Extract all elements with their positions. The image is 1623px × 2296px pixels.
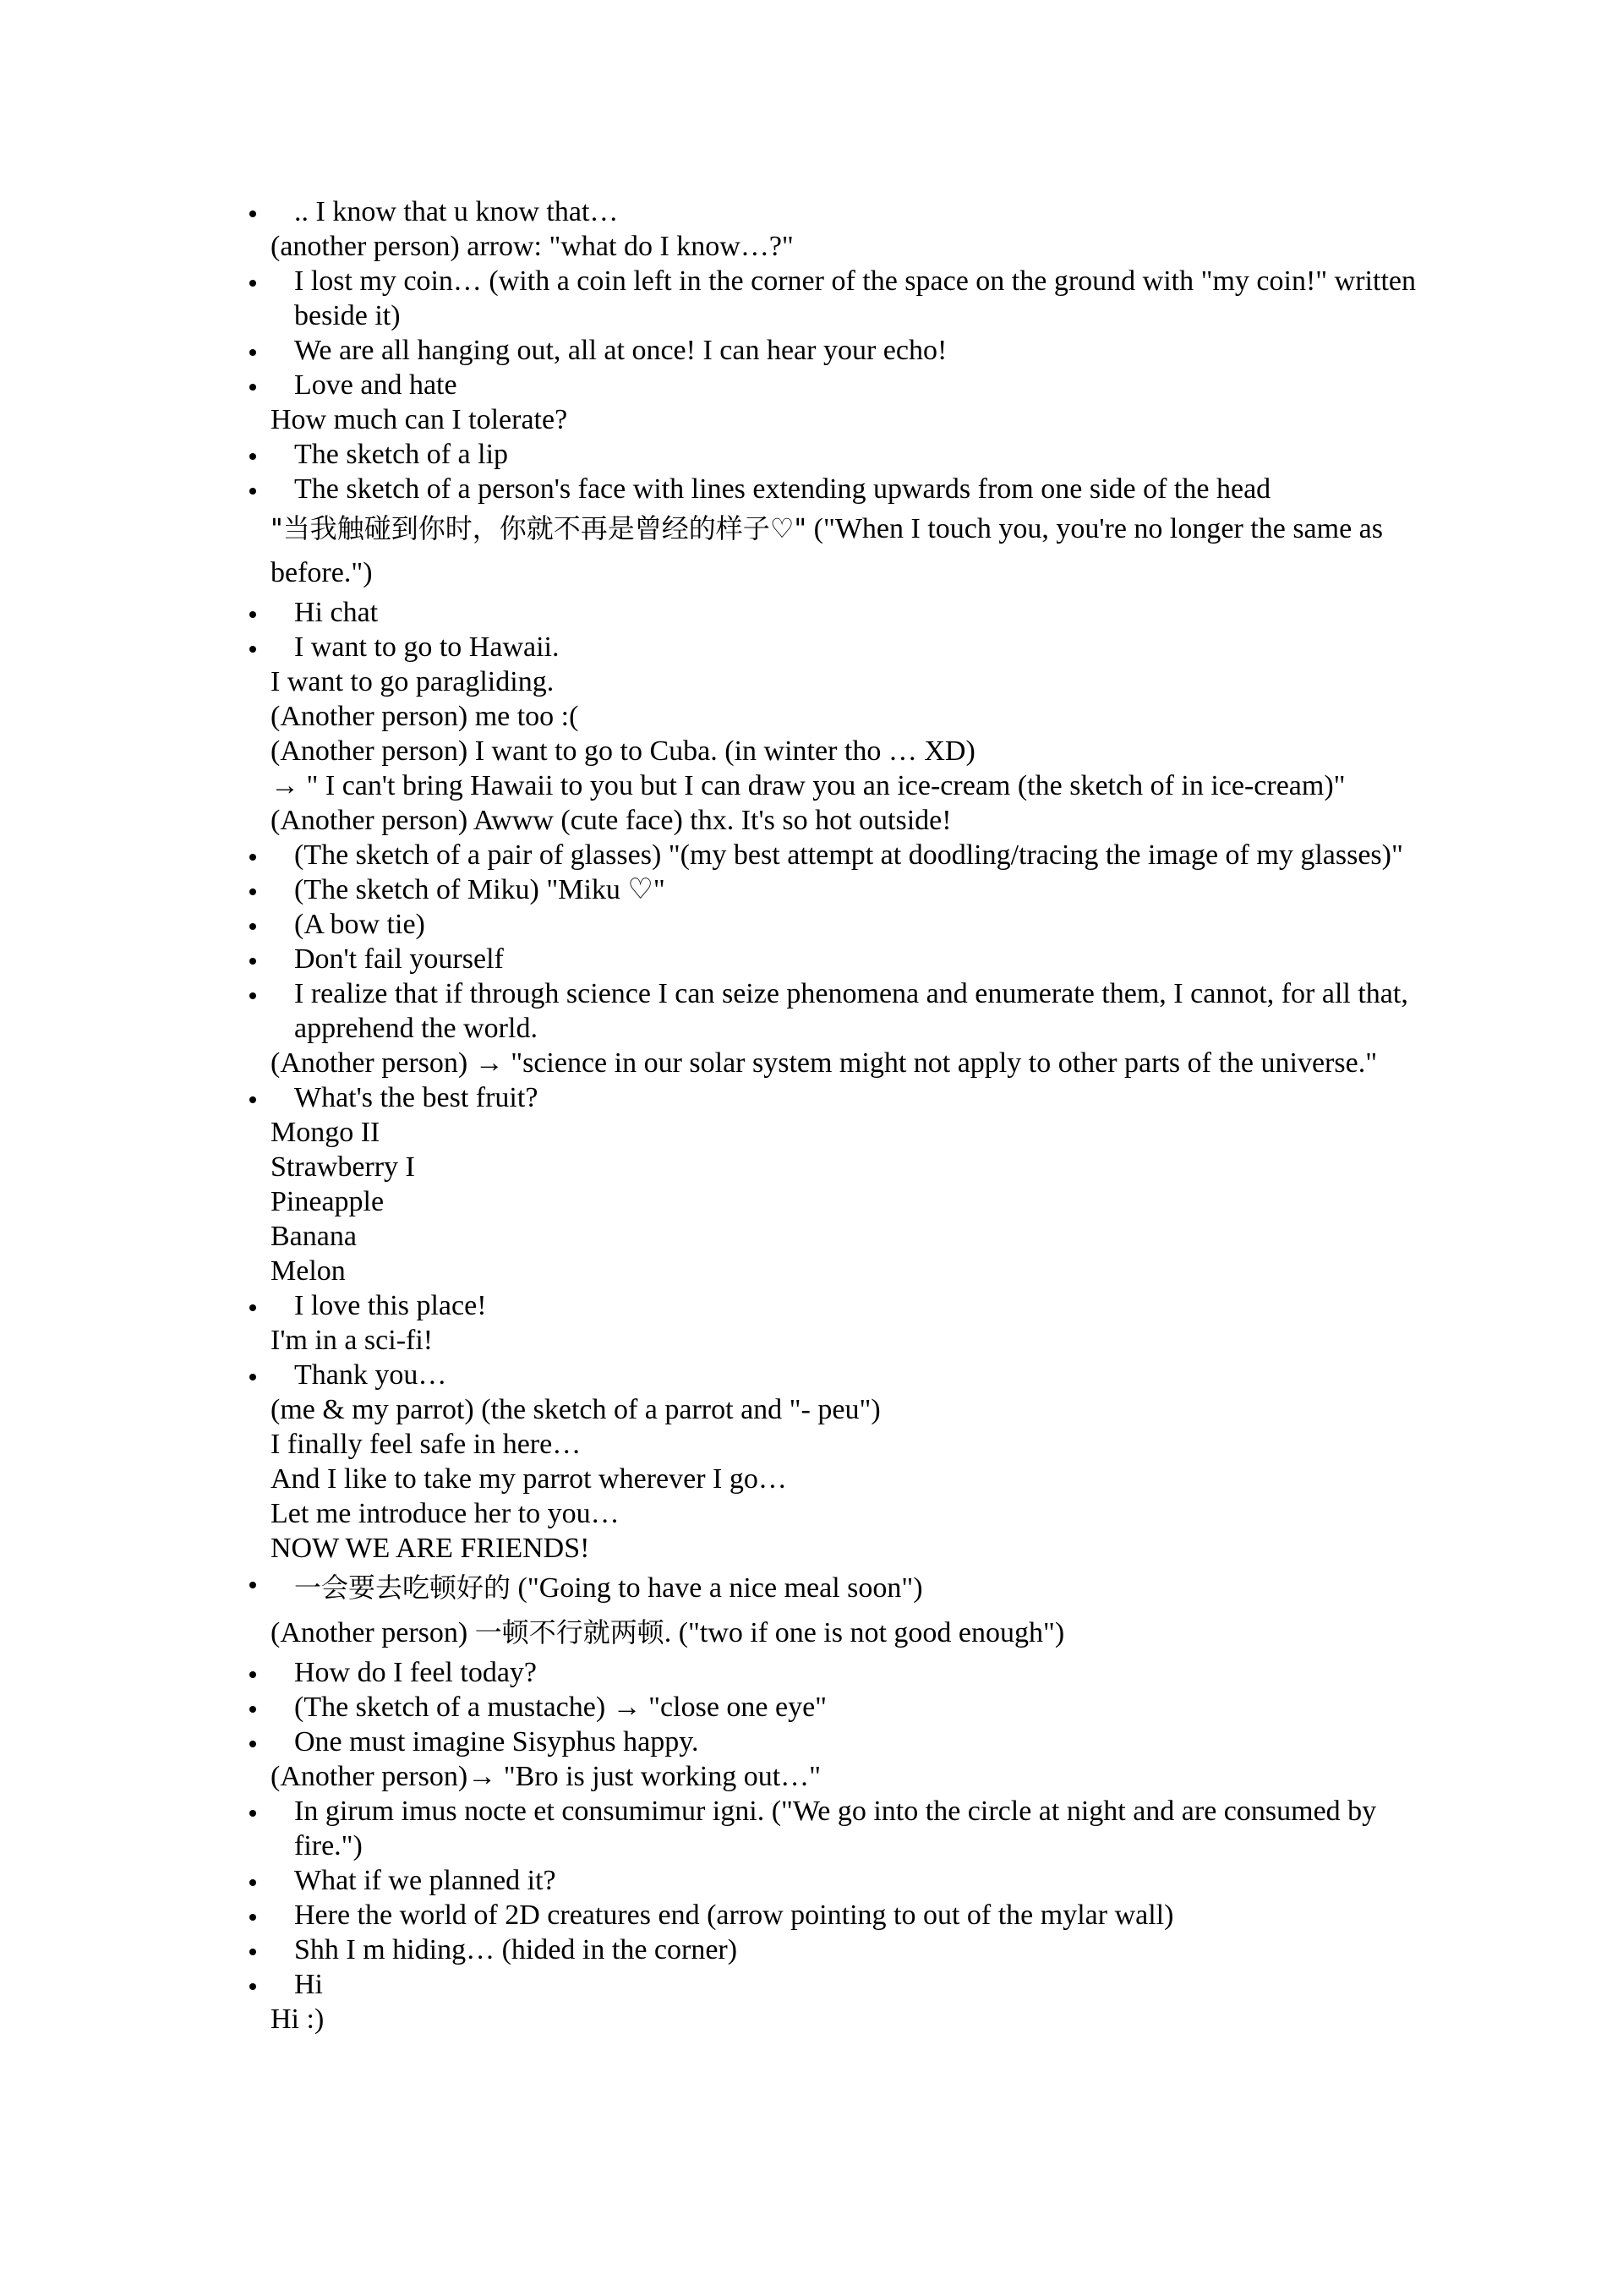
- text-line: (Another person) → "science in our solar system might not apply to other parts of the universe.": [270, 1047, 1378, 1079]
- chinese-text: "当我触碰到你时，你就不再是曾经的样子♡": [270, 512, 807, 544]
- text-line: Melon: [270, 1255, 346, 1287]
- text-line: Let me introduce her to you…: [270, 1498, 620, 1529]
- text-line: Strawberry I: [270, 1151, 415, 1183]
- text-line: (Another person) Awww (cute face) thx. It's so hot outside!: [270, 805, 952, 836]
- document-body: [270, 194, 1445, 2036]
- text-line: (Another person) me too :(: [270, 701, 579, 732]
- translation-text: . ("two if one is not good enough"): [664, 1617, 1065, 1648]
- speaker-prefix: (Another person): [270, 1617, 475, 1648]
- list-item: What's the best fruit?: [270, 1080, 1445, 1115]
- list-item: What if we planned it?: [270, 1863, 1445, 1898]
- list-item: Don't fail yourself: [270, 942, 1445, 976]
- list-item: (The sketch of a mustache) → "close one eye": [270, 1690, 1445, 1725]
- text-line: How much can I tolerate?: [270, 404, 568, 435]
- text-line: Mongo II: [270, 1117, 380, 1148]
- text-line: NOW WE ARE FRIENDS!: [270, 1533, 590, 1564]
- text-line: Pineapple: [270, 1186, 385, 1217]
- list-item: (A bow tie): [270, 907, 1445, 942]
- list-item: Here the world of 2D creatures end (arrow pointing to out of the mylar wall): [270, 1898, 1445, 1932]
- text-line: (me & my parrot) (the sketch of a parrot and "- peu"): [270, 1394, 881, 1425]
- list-item: Shh I m hiding… (hided in the corner): [270, 1932, 1445, 1967]
- text-line: (another person) arrow: "what do I know…?": [270, 231, 794, 262]
- list-item: I lost my coin… (with a coin left in the corner of the space on the ground with "my coin!" written beside it): [270, 264, 1445, 333]
- text-line: → " I can't bring Hawaii to you but I can draw you an ice-cream (the sketch of in ice-cream)": [270, 770, 1346, 801]
- list-item: (The sketch of a pair of glasses) "(my best attempt at doodling/tracing the image of my glasses)": [270, 838, 1445, 872]
- text-line: Hi :): [270, 2004, 325, 2035]
- list-item: Thank you…: [270, 1358, 1445, 1392]
- text-line: Banana: [270, 1221, 357, 1252]
- text-line: I'm in a sci-fi!: [270, 1325, 434, 1356]
- list-item: Hi: [270, 1967, 1445, 2002]
- text-line: (Another person)→ "Bro is just working out…": [270, 1761, 822, 1792]
- chinese-text: 一会要去吃顿好的: [294, 1572, 511, 1604]
- list-item: The sketch of a lip: [270, 437, 1445, 472]
- text-line: [270, 506, 1445, 595]
- translation-text: ("Going to have a nice meal soon"): [511, 1572, 923, 1604]
- list-item: [270, 1566, 1445, 1610]
- list-item: Love and hate: [270, 368, 1445, 402]
- list-item: One must imagine Sisyphus happy.: [270, 1725, 1445, 1759]
- translation-text: ("When I touch you, you're no longer the same as before."): [270, 513, 1383, 588]
- text-line: I want to go paragliding.: [270, 666, 555, 697]
- list-item: I realize that if through science I can seize phenomena and enumerate them, I cannot, for all that, apprehend the world.: [270, 976, 1445, 1046]
- list-item: Hi chat: [270, 595, 1445, 630]
- text-line: And I like to take my parrot wherever I go…: [270, 1463, 787, 1495]
- text-line: I finally feel safe in here…: [270, 1429, 582, 1460]
- list-item: I love this place!: [270, 1288, 1445, 1323]
- list-item: In girum imus nocte et consumimur igni. ("We go into the circle at night and are consumed by fire."): [270, 1794, 1445, 1863]
- list-item: The sketch of a person's face with lines extending upwards from one side of the head: [270, 472, 1445, 506]
- chinese-text: 一顿不行就两顿: [474, 1616, 664, 1648]
- list-item: We are all hanging out, all at once! I can hear your echo!: [270, 333, 1445, 368]
- list-item: I want to go to Hawaii.: [270, 630, 1445, 664]
- list-item: How do I feel today?: [270, 1655, 1445, 1690]
- list-item: .. I know that u know that…: [270, 194, 1445, 229]
- list-item: (The sketch of Miku) "Miku ♡": [270, 872, 1445, 907]
- text-line: (Another person) I want to go to Cuba. (in winter tho … XD): [270, 735, 975, 767]
- text-line: [270, 1610, 1445, 1655]
